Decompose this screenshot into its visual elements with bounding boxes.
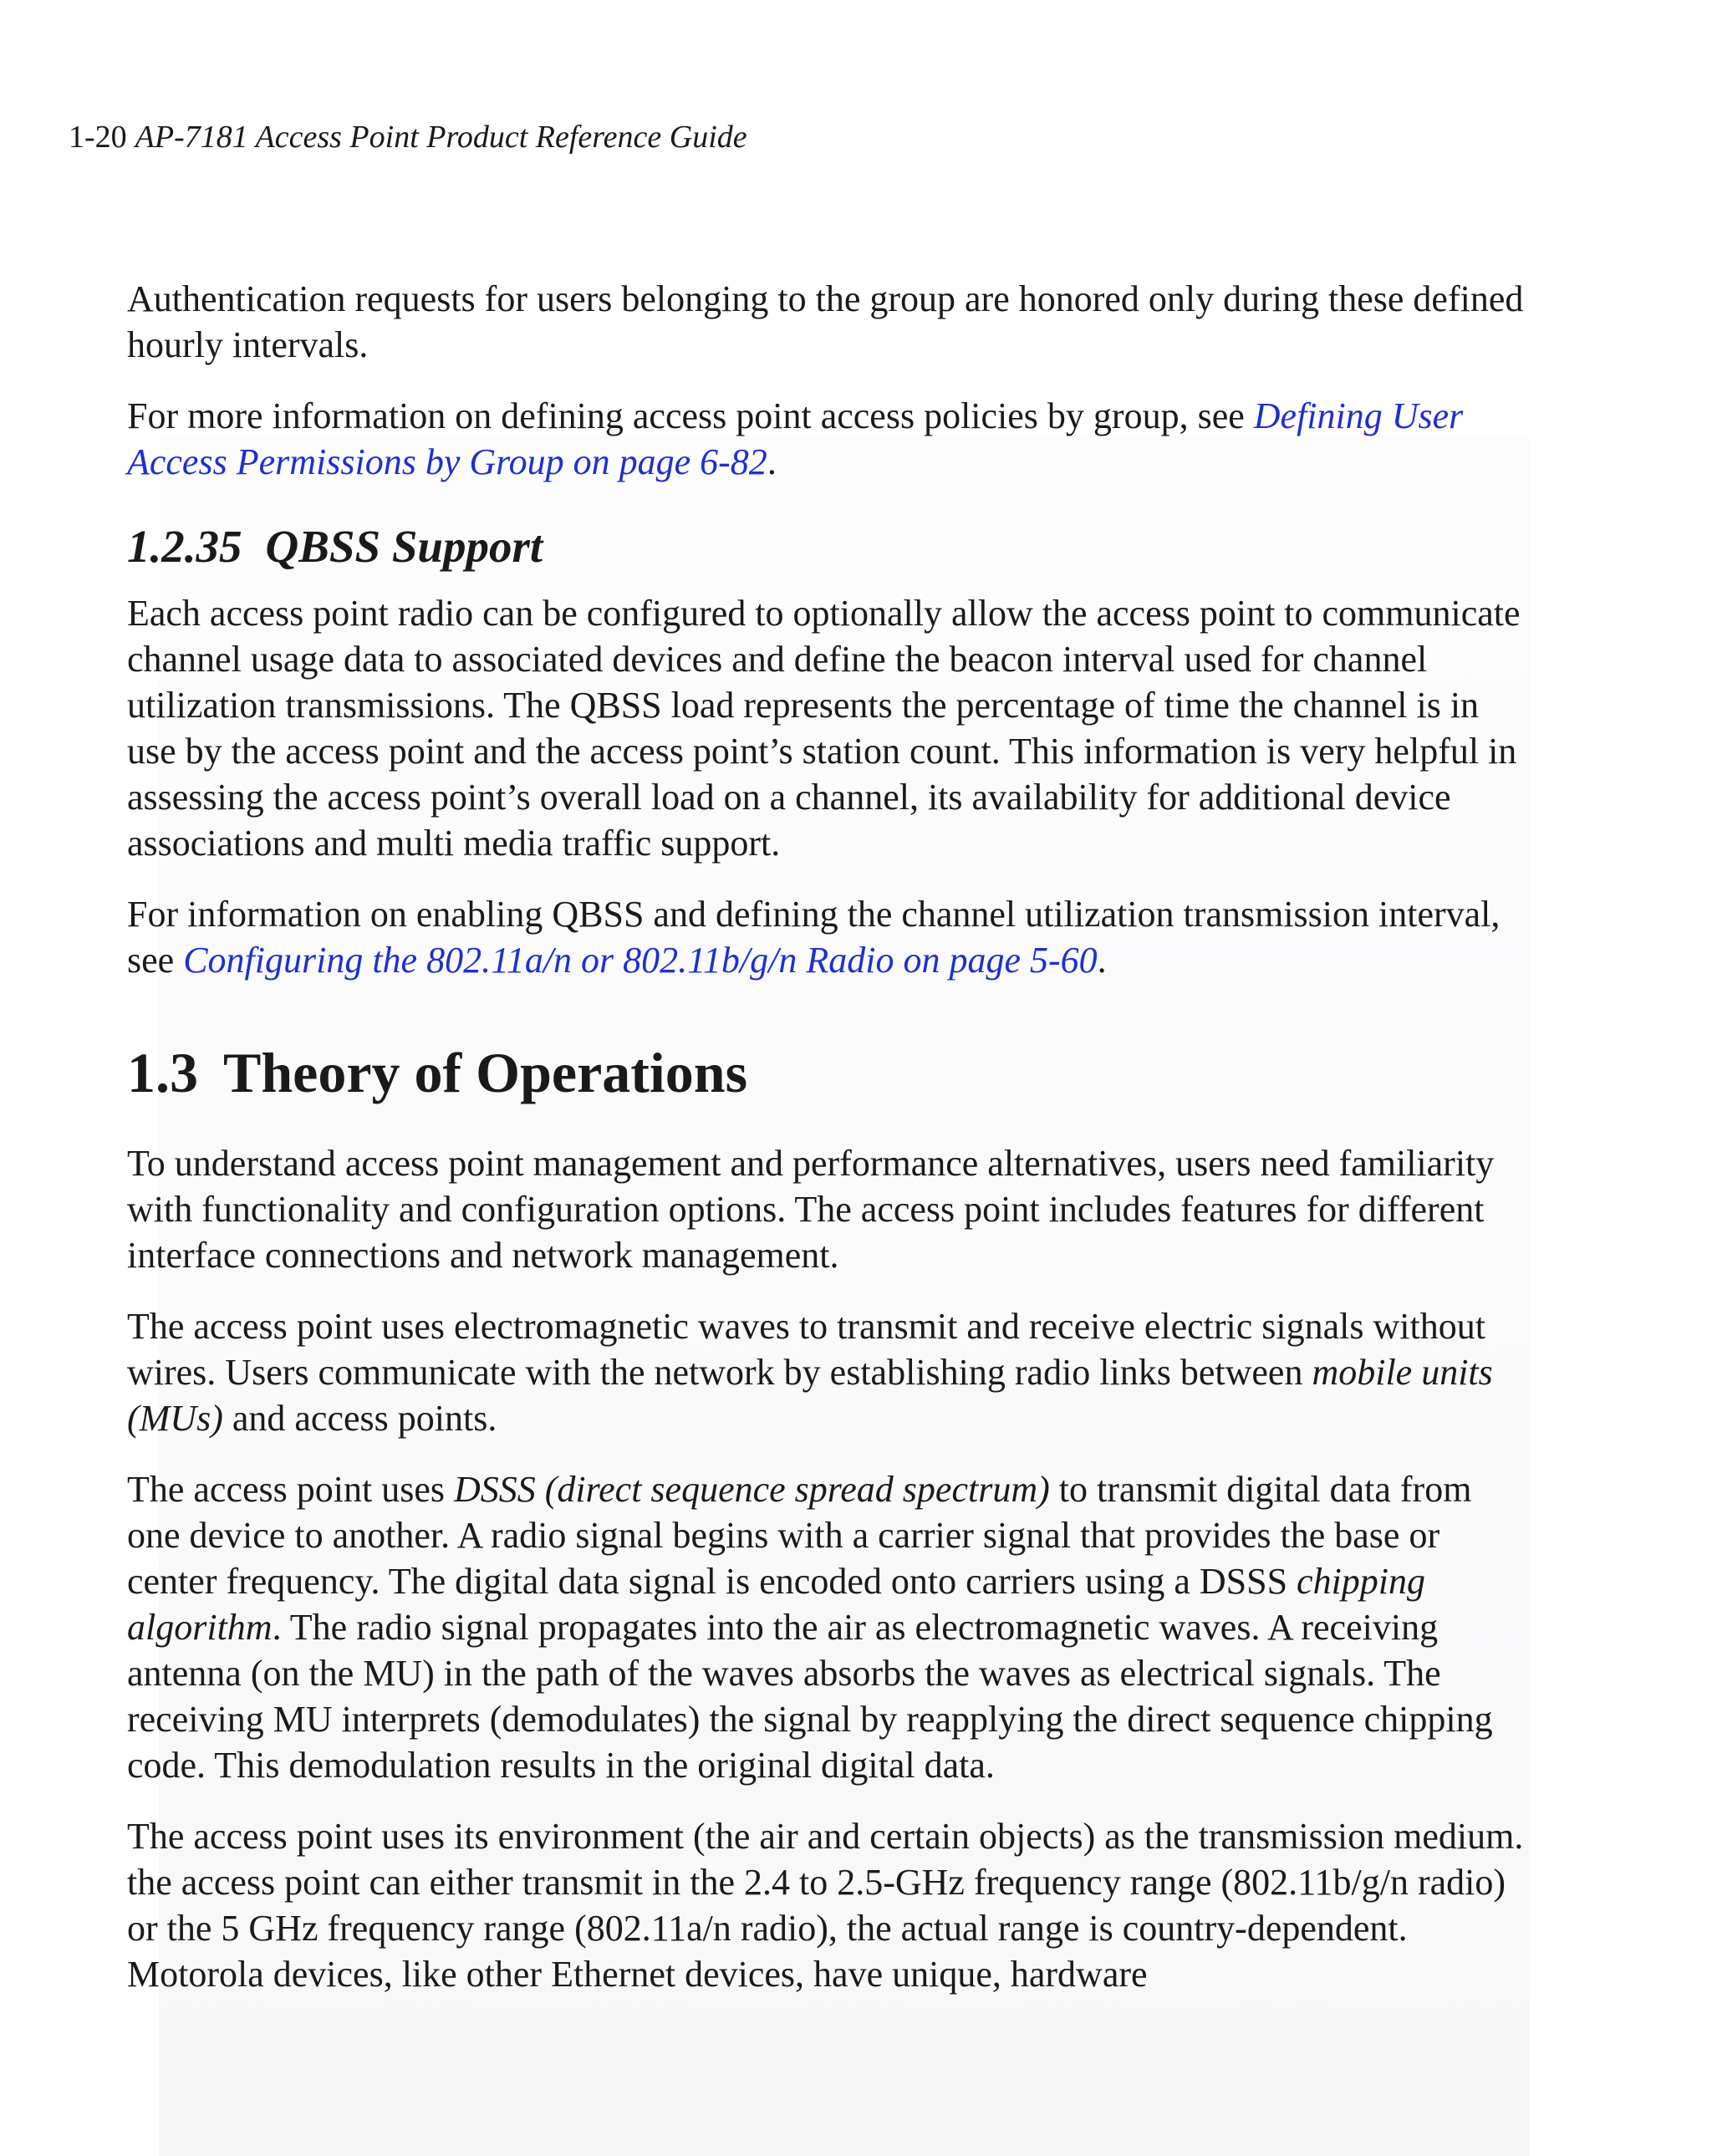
section-title: Theory of Operations xyxy=(223,1041,748,1104)
page-number: 1-20 xyxy=(69,120,127,155)
paragraph-text: For information on enabling QBSS and defining the channel utilization transmission interval, see xyxy=(127,894,1501,981)
paragraph-text: To understand access point management and performance alternatives, users need familiarity with functionality and configuration options. The access point includes features for different interface connections and network management. xyxy=(127,1143,1495,1276)
paragraph-text: Authentication requests for users belonging to the group are honored only during these defined hourly intervals. xyxy=(127,278,1524,365)
section-number: 1.3 xyxy=(127,1041,198,1104)
paragraph-text: The access point uses xyxy=(127,1469,454,1510)
paragraph-text: Each access point radio can be configured to optionally allow the access point to communicate channel usage data to associated devices and define the beacon interval used for channel utilization transmissions. The QBSS load represents the percentage of time the channel is in use by the access point and the access point’s station count. This information is very helpful in assessing the access point’s overall load on a channel, its availability for additional device associations and multi media traffic support. xyxy=(127,593,1521,864)
paragraph-theory-intro xyxy=(127,1140,1531,1278)
paragraph-transmission-medium xyxy=(127,1813,1531,1997)
guide-title: AP-7181 Access Point Product Reference Guide xyxy=(135,120,747,155)
paragraph-qbss-config xyxy=(127,891,1531,983)
paragraph-text: . xyxy=(1097,940,1107,981)
emphasis-term: mobile units (MUs) xyxy=(127,1352,1493,1439)
emphasis-term: DSSS (direct sequence spread spectrum) xyxy=(454,1469,1050,1510)
paragraph-dsss xyxy=(127,1466,1531,1788)
emphasis-term: chipping algorithm xyxy=(127,1561,1426,1648)
paragraph-text: to transmit digital data from one device to another. A radio signal begins with a carrier signal that provides the base or center frequency. The digital data signal is encoded onto carriers using a DSSS xyxy=(127,1469,1472,1602)
paragraph-text: . xyxy=(767,441,777,482)
paragraph-text: The access point uses electromagnetic waves to transmit and receive electric signals without wires. Users communicate with the network by establishing radio links between xyxy=(127,1306,1485,1393)
cross-reference-link-radio-config[interactable]: Configuring the 802.11a/n or 802.11b/g/n Radio on page 5-60 xyxy=(183,940,1098,981)
paragraph-text: For more information on defining access point access policies by group, see xyxy=(127,395,1254,436)
running-header xyxy=(69,117,747,157)
paragraph-text: and access points. xyxy=(222,1398,497,1439)
paragraph-electromagnetic xyxy=(127,1303,1531,1441)
section-title: QBSS Support xyxy=(265,521,543,572)
paragraph-auth-intervals xyxy=(127,276,1531,368)
section-number: 1.2.35 xyxy=(127,521,242,572)
page-content xyxy=(127,276,1531,2022)
paragraph-access-policies xyxy=(127,393,1531,485)
paragraph-text: . The radio signal propagates into the air as electromagnetic waves. A receiving antenna (on the MU) in the path of the waves absorbs the waves as electrical signals. The receiving MU interprets (demodulates) the signal by reapplying the direct sequence chipping code. This demodulation results in the original digital data. xyxy=(127,1607,1493,1786)
paragraph-qbss-description xyxy=(127,590,1531,866)
section-heading-theory xyxy=(127,1040,1531,1105)
paragraph-text: The access point uses its environment (the air and certain objects) as the transmission medium. the access point can either transmit in the 2.4 to 2.5-GHz frequency range (802.11b/g/n radio) or the 5 GHz frequency range (802.11a/n radio), the actual range is country-dependent. Motorola devices, like other Ethernet devices, have unique, hardware xyxy=(127,1816,1524,1995)
section-heading-qbss xyxy=(127,520,1531,573)
cross-reference-link-user-access[interactable]: Defining User Access Permissions by Group on page 6-82 xyxy=(127,395,1464,482)
